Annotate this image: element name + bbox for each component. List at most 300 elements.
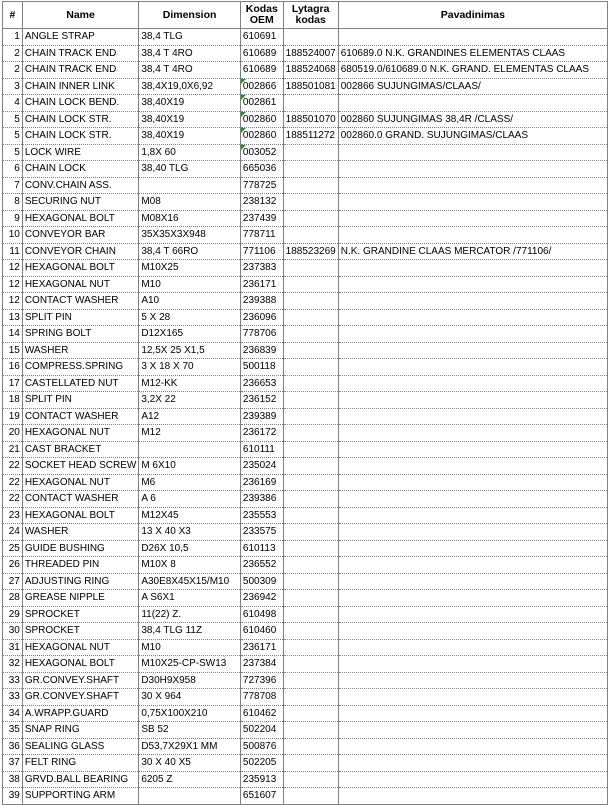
cell-lytagra [283,194,338,211]
cell-lytagra [283,144,338,161]
cell-num: 28 [3,590,23,607]
cell-num: 10 [3,227,23,244]
table-row [3,672,608,689]
cell-pavadinimas [338,29,607,46]
cell-pavadinimas [338,623,607,640]
cell-dimension: 1,8X 60 [139,144,241,161]
cell-dimension: 38,4 T 4RO [139,45,241,62]
header-oem [240,2,283,29]
cell-pavadinimas [338,342,607,359]
cell-oem: 237383 [240,260,283,277]
cell-name: GRVD.BALL BEARING [22,771,139,788]
cell-name: CHAIN LOCK BEND. [22,95,139,112]
cell-name: HEXAGONAL NUT [22,639,139,656]
cell-dimension: M08X16 [139,210,241,227]
cell-dimension: 13 X 40 X3 [139,524,241,541]
cell-pavadinimas: N.K. GRANDINE CLAAS MERCATOR /771106/ [338,243,607,260]
cell-name: CONV.CHAIN ASS. [22,177,139,194]
cell-name: ANGLE STRAP [22,29,139,46]
cell-dimension: M08 [139,194,241,211]
table-row [3,128,608,145]
cell-lytagra [283,392,338,409]
cell-name: A.WRAPP.GUARD [22,705,139,722]
cell-name: GREASE NIPPLE [22,590,139,607]
cell-pavadinimas [338,788,607,805]
cell-lytagra [283,474,338,491]
cell-num: 20 [3,425,23,442]
cell-pavadinimas [338,656,607,673]
cell-num: 15 [3,342,23,359]
table-row [3,161,608,178]
cell-lytagra [283,672,338,689]
cell-num: 11 [3,243,23,260]
header-lytagra [283,2,338,29]
table-row [3,573,608,590]
table-row [3,507,608,524]
cell-oem: 610689 [240,62,283,79]
table-row [3,326,608,343]
cell-num: 33 [3,689,23,706]
cell-pavadinimas: 002866 SUJUNGIMAS/CLAAS/ [338,78,607,95]
header-lytagra-line1: Lytagra [291,3,330,15]
cell-name: CONVEYOR BAR [22,227,139,244]
cell-num: 8 [3,194,23,211]
cell-num: 1 [3,29,23,46]
cell-num: 14 [3,326,23,343]
cell-pavadinimas [338,491,607,508]
table-row [3,144,608,161]
cell-lytagra [283,705,338,722]
cell-dimension: 38,4X19,0X6,92 [139,78,241,95]
cell-oem: 778711 [240,227,283,244]
cell-dimension: 6205 Z [139,771,241,788]
cell-pavadinimas [338,771,607,788]
cell-pavadinimas [338,408,607,425]
cell-dimension: 12,5X 25 X1,5 [139,342,241,359]
cell-pavadinimas [338,161,607,178]
cell-name: THREADED PIN [22,557,139,574]
cell-name: SECURING NUT [22,194,139,211]
cell-lytagra [283,540,338,557]
header-lytagra-line2: kodas [295,14,326,26]
cell-pavadinimas [338,573,607,590]
header-oem-line2: OEM [249,14,274,26]
cell-pavadinimas [338,755,607,772]
cell-pavadinimas [338,177,607,194]
cell-oem: 236152 [240,392,283,409]
cell-name: CHAIN TRACK END [22,62,139,79]
cell-name: SUPPORTING ARM [22,788,139,805]
cell-dimension: 11(22) Z. [139,606,241,623]
cell-num: 39 [3,788,23,805]
cell-name: ADJUSTING RING [22,573,139,590]
cell-dimension: M10 [139,639,241,656]
table-row [3,293,608,310]
cell-dimension: SB 52 [139,722,241,739]
cell-num: 18 [3,392,23,409]
cell-lytagra [283,524,338,541]
cell-dimension: A10 [139,293,241,310]
cell-oem: 239388 [240,293,283,310]
cell-num: 22 [3,474,23,491]
table-row [3,557,608,574]
cell-dimension: 38,4 TLG 11Z [139,623,241,640]
cell-oem: 727396 [240,672,283,689]
cell-dimension: A30E8X45X15/M10 [139,573,241,590]
cell-dimension [139,788,241,805]
cell-dimension: M6 [139,474,241,491]
cell-name: FELT RING [22,755,139,772]
cell-dimension: M10X25 [139,260,241,277]
cell-lytagra [283,375,338,392]
table-row [3,309,608,326]
cell-oem: 610462 [240,705,283,722]
table-row [3,656,608,673]
cell-name: CAST BRACKET [22,441,139,458]
cell-pavadinimas: 002860.0 GRAND. SUJUNGIMAS/CLAAS [338,128,607,145]
cell-pavadinimas [338,392,607,409]
cell-num: 17 [3,375,23,392]
cell-pavadinimas [338,557,607,574]
cell-num: 5 [3,111,23,128]
cell-pavadinimas [338,309,607,326]
cell-oem: 236172 [240,425,283,442]
cell-oem: 002866 [240,78,283,95]
cell-lytagra [283,408,338,425]
table-row [3,771,608,788]
cell-dimension: 5 X 28 [139,309,241,326]
cell-dimension: M10 [139,276,241,293]
cell-name: CASTELLATED NUT [22,375,139,392]
cell-num: 30 [3,623,23,640]
cell-pavadinimas: 002860 SUJUNGIMAS 38,4R /CLASS/ [338,111,607,128]
table-row [3,540,608,557]
table-row [3,359,608,376]
cell-pavadinimas: 610689.0 N.K. GRANDINES ELEMENTAS CLAAS [338,45,607,62]
cell-pavadinimas [338,590,607,607]
cell-dimension: 38,40X19 [139,111,241,128]
cell-lytagra [283,557,338,574]
cell-name: SPROCKET [22,623,139,640]
table-row [3,705,608,722]
cell-oem: 500118 [240,359,283,376]
cell-name: SPLIT PIN [22,392,139,409]
cell-oem: 610113 [240,540,283,557]
cell-oem: 237384 [240,656,283,673]
cell-oem: 239386 [240,491,283,508]
cell-dimension: 38,40 TLG [139,161,241,178]
cell-name: SPROCKET [22,606,139,623]
cell-pavadinimas [338,194,607,211]
cell-oem: 236653 [240,375,283,392]
table-row [3,392,608,409]
cell-lytagra [283,722,338,739]
cell-dimension: M10X 8 [139,557,241,574]
table-row [3,639,608,656]
cell-lytagra [283,260,338,277]
table-row [3,441,608,458]
cell-dimension: 38,4 T 66RO [139,243,241,260]
cell-oem: 239389 [240,408,283,425]
cell-dimension: M 6X10 [139,458,241,475]
cell-lytagra [283,491,338,508]
cell-name: HEXAGONAL NUT [22,474,139,491]
table-row [3,45,608,62]
table-row [3,474,608,491]
cell-oem: 236096 [240,309,283,326]
cell-name: LOCK WIRE [22,144,139,161]
cell-name: SOCKET HEAD SCREW [22,458,139,475]
cell-oem: 233575 [240,524,283,541]
cell-pavadinimas [338,474,607,491]
table-row [3,491,608,508]
cell-oem: 235553 [240,507,283,524]
cell-name: CHAIN LOCK STR. [22,128,139,145]
cell-pavadinimas [338,507,607,524]
table-row [3,342,608,359]
table-row [3,194,608,211]
cell-pavadinimas [338,210,607,227]
cell-num: 9 [3,210,23,227]
cell-name: CONVEYOR CHAIN [22,243,139,260]
cell-name: GR.CONVEY.SHAFT [22,689,139,706]
cell-oem: 236942 [240,590,283,607]
table-row [3,738,608,755]
table-row [3,722,608,739]
cell-lytagra [283,425,338,442]
cell-oem: 610691 [240,29,283,46]
cell-num: 5 [3,144,23,161]
cell-num: 13 [3,309,23,326]
cell-num: 22 [3,491,23,508]
table-row [3,755,608,772]
cell-name: HEXAGONAL BOLT [22,656,139,673]
cell-dimension: M12X45 [139,507,241,524]
cell-oem: 236839 [240,342,283,359]
cell-pavadinimas [338,227,607,244]
cell-pavadinimas [338,606,607,623]
cell-num: 23 [3,507,23,524]
header-pavadinimas: Pavadinimas [338,2,607,29]
cell-pavadinimas [338,722,607,739]
cell-dimension [139,177,241,194]
cell-name: CONTACT WASHER [22,491,139,508]
cell-num: 4 [3,95,23,112]
table-row [3,177,608,194]
table-row [3,524,608,541]
cell-dimension: 38,40X19 [139,95,241,112]
cell-num: 32 [3,656,23,673]
cell-dimension: 38,4 T 4RO [139,62,241,79]
cell-num: 16 [3,359,23,376]
cell-name: SPRING BOLT [22,326,139,343]
cell-lytagra [283,293,338,310]
cell-num: 22 [3,458,23,475]
cell-lytagra [283,342,338,359]
cell-lytagra [283,309,338,326]
cell-dimension: 35X35X3X948 [139,227,241,244]
cell-num: 37 [3,755,23,772]
cell-name: CHAIN LOCK STR. [22,111,139,128]
cell-lytagra [283,788,338,805]
cell-dimension: M12-KK [139,375,241,392]
cell-oem: 610498 [240,606,283,623]
cell-lytagra [283,738,338,755]
cell-oem: 502205 [240,755,283,772]
cell-dimension: 30 X 964 [139,689,241,706]
cell-num: 35 [3,722,23,739]
cell-pavadinimas [338,375,607,392]
cell-lytagra [283,573,338,590]
cell-name: HEXAGONAL NUT [22,276,139,293]
cell-lytagra [283,656,338,673]
cell-dimension: A 6 [139,491,241,508]
header-num: # [3,2,23,29]
cell-lytagra [283,29,338,46]
cell-oem: 236169 [240,474,283,491]
cell-name: WASHER [22,524,139,541]
table-row [3,458,608,475]
cell-oem: 610689 [240,45,283,62]
cell-pavadinimas: 680519.0/610689.0 N.K. GRAND. ELEMENTAS CLAAS [338,62,607,79]
cell-lytagra [283,689,338,706]
cell-dimension: 0,75X100X210 [139,705,241,722]
table-row [3,623,608,640]
cell-dimension: 3,2X 22 [139,392,241,409]
cell-lytagra [283,227,338,244]
cell-oem: 236552 [240,557,283,574]
cell-pavadinimas [338,293,607,310]
cell-lytagra: 188501070 [283,111,338,128]
cell-name: SEALING GLASS [22,738,139,755]
cell-pavadinimas [338,689,607,706]
table-row [3,408,608,425]
cell-name: COMPRESS.SPRING [22,359,139,376]
cell-num: 24 [3,524,23,541]
cell-lytagra [283,177,338,194]
table-row [3,227,608,244]
table-row [3,689,608,706]
cell-lytagra [283,507,338,524]
header-oem-line1: Kodas [245,3,278,15]
cell-lytagra [283,755,338,772]
cell-dimension [139,441,241,458]
cell-lytagra: 188501081 [283,78,338,95]
cell-name: SNAP RING [22,722,139,739]
cell-num: 19 [3,408,23,425]
cell-pavadinimas [338,672,607,689]
cell-dimension: M10X25-CP-SW13 [139,656,241,673]
cell-name: SPLIT PIN [22,309,139,326]
cell-lytagra [283,639,338,656]
header-name: Name [22,2,139,29]
cell-num: 38 [3,771,23,788]
table-row [3,29,608,46]
cell-oem: 778725 [240,177,283,194]
table-row [3,210,608,227]
cell-oem: 665036 [240,161,283,178]
cell-pavadinimas [338,144,607,161]
cell-name: WASHER [22,342,139,359]
cell-name: CHAIN TRACK END [22,45,139,62]
header-dimension: Dimension [139,2,241,29]
cell-dimension: D30H9X958 [139,672,241,689]
cell-dimension: 38,4 TLG [139,29,241,46]
cell-oem: 610111 [240,441,283,458]
cell-oem: 771106 [240,243,283,260]
cell-dimension: 3 X 18 X 70 [139,359,241,376]
cell-oem: 651607 [240,788,283,805]
cell-oem: 003052 [240,144,283,161]
cell-num: 33 [3,672,23,689]
cell-name: HEXAGONAL BOLT [22,210,139,227]
cell-lytagra [283,606,338,623]
cell-name: HEXAGONAL NUT [22,425,139,442]
cell-num: 31 [3,639,23,656]
cell-lytagra: 188511272 [283,128,338,145]
table-row [3,375,608,392]
cell-dimension: 38,40X19 [139,128,241,145]
cell-num: 21 [3,441,23,458]
table-row [3,606,608,623]
cell-pavadinimas [338,95,607,112]
cell-lytagra [283,359,338,376]
cell-oem: 002861 [240,95,283,112]
cell-name: CONTACT WASHER [22,293,139,310]
cell-num: 3 [3,78,23,95]
table-row [3,95,608,112]
cell-num: 12 [3,276,23,293]
cell-oem: 002860 [240,111,283,128]
cell-oem: 235024 [240,458,283,475]
cell-num: 7 [3,177,23,194]
cell-lytagra [283,95,338,112]
cell-num: 27 [3,573,23,590]
cell-dimension: D53,7X29X1 MM [139,738,241,755]
cell-num: 5 [3,128,23,145]
cell-pavadinimas [338,738,607,755]
cell-pavadinimas [338,260,607,277]
cell-oem: 500876 [240,738,283,755]
parts-table [2,1,608,805]
cell-oem: 500309 [240,573,283,590]
cell-oem: 778706 [240,326,283,343]
table-row [3,260,608,277]
cell-pavadinimas [338,705,607,722]
cell-pavadinimas [338,458,607,475]
cell-lytagra [283,210,338,227]
header-row [3,2,608,29]
cell-pavadinimas [338,524,607,541]
cell-dimension: A S6X1 [139,590,241,607]
cell-pavadinimas [338,326,607,343]
cell-dimension: A12 [139,408,241,425]
cell-pavadinimas [338,639,607,656]
cell-num: 2 [3,45,23,62]
cell-dimension: D26X 10,5 [139,540,241,557]
cell-lytagra [283,161,338,178]
cell-oem: 502204 [240,722,283,739]
cell-oem: 610460 [240,623,283,640]
cell-lytagra [283,590,338,607]
table-row [3,276,608,293]
cell-lytagra [283,771,338,788]
cell-lytagra [283,441,338,458]
cell-lytagra [283,276,338,293]
cell-dimension: D12X165 [139,326,241,343]
cell-name: HEXAGONAL BOLT [22,260,139,277]
cell-dimension: 30 X 40 X5 [139,755,241,772]
